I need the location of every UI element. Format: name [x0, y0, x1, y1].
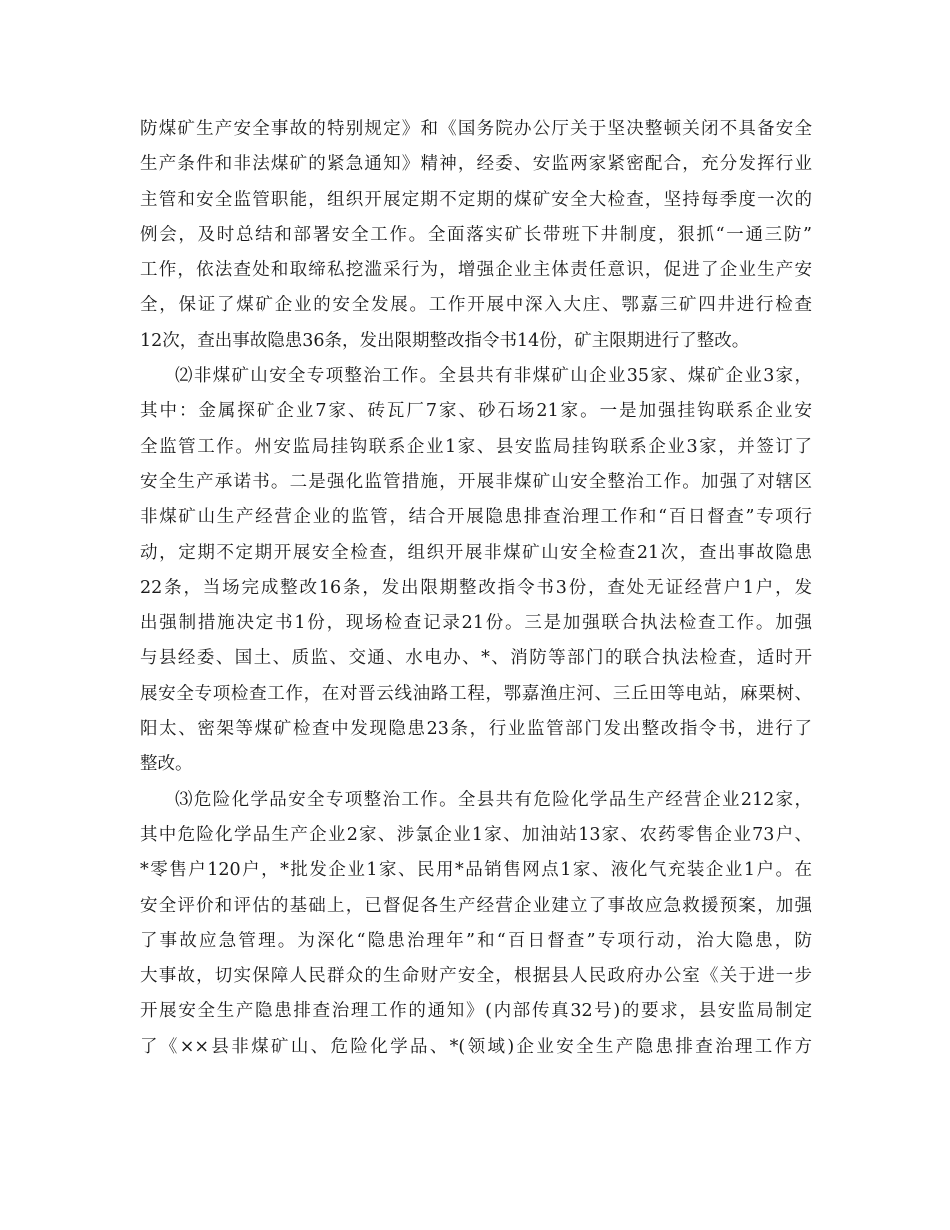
text-line: 防煤矿生产安全事故的特别规定》和《国务院办公厅关于坚决整顿关闭不具备安全: [140, 119, 812, 139]
text-line: 22条，当场完成整改16条，发出限期整改指令书3份，查处无证经营户1户，发: [140, 577, 812, 598]
text-line: 例会，及时总结和部署安全工作。全面落实矿长带班下井制度，狠抓“一通三防”: [140, 224, 812, 245]
text-line: 非煤矿山生产经营企业的监管，结合开展隐患排查治理工作和“百日督查”专项行: [140, 507, 812, 528]
text-line: 其中：金属探矿企业7家、砖瓦厂7家、砂石场21家。一是加强挂钩联系企业安: [140, 401, 812, 422]
text-line: 全，保证了煤矿企业的安全发展。工作开展中深入大庄、鄂嘉三矿四井进行检查: [140, 295, 812, 316]
text-line: 了事故应急管理。为深化“隐患治理年”和“百日督查”专项行动，治大隐患，防: [140, 930, 812, 951]
document-body: [140, 112, 812, 1065]
text-line: 工作，依法查处和取缔私挖滥采行为，增强企业主体责任意识，促进了企业生产安: [140, 260, 812, 281]
text-line: 了《××县非煤矿山、危险化学品、*(领域)企业安全生产隐患排查治理工作方: [140, 1036, 812, 1057]
text-line: 与县经委、国土、质监、交通、水电办、*、消防等部门的联合执法检查，适时开: [140, 648, 812, 669]
text-line: 动，定期不定期开展安全检查，组织开展非煤矿山安全检查21次，查出事故隐患: [140, 542, 812, 563]
text-line: *零售户120户，*批发企业1家、民用*品销售网点1家、液化气充装企业1户。在: [140, 860, 812, 881]
paragraph-non-coal-mine: [140, 359, 812, 783]
text-line: 出强制措施决定书1份，现场检查记录21份。三是加强联合执法检查工作。加强: [140, 613, 812, 634]
text-line: ⑶危险化学品安全专项整治工作。全县共有危险化学品生产经营企业212家，: [175, 789, 812, 810]
text-line: ⑵非煤矿山安全专项整治工作。全县共有非煤矿山企业35家、煤矿企业3家，: [175, 366, 812, 387]
text-line: 生产条件和非法煤矿的紧急通知》精神，经委、安监两家紧密配合，充分发挥行业: [140, 154, 812, 175]
text-line: 其中危险化学品生产企业2家、涉氯企业1家、加油站13家、农药零售企业73户、: [140, 824, 812, 845]
text-line: 整改。: [140, 754, 193, 775]
paragraph-coal-mine: [140, 112, 812, 359]
text-line: 大事故，切实保障人民群众的生命财产安全，根据县人民政府办公室《关于进一步: [140, 966, 812, 987]
text-line: 阳太、密架等煤矿检查中发现隐患23条，行业监管部门发出整改指令书，进行了: [140, 719, 812, 740]
text-line: 安全评价和评估的基础上，已督促各生产经营企业建立了事故应急救援预案，加强: [140, 895, 812, 916]
text-line: 12次，查出事故隐患36条，发出限期整改指令书14份，矿主限期进行了整改。: [140, 330, 750, 351]
paragraph-hazardous-chemicals: [140, 783, 812, 1065]
text-line: 全监管工作。州安监局挂钩联系企业1家、县安监局挂钩联系企业3家，并签订了: [140, 436, 812, 457]
text-line: 主管和安全监管职能，组织开展定期不定期的煤矿安全大检查，坚持每季度一次的: [140, 189, 812, 210]
text-line: 展安全专项检查工作，在对晋云线油路工程，鄂嘉渔庄河、三丘田等电站，麻栗树、: [140, 683, 812, 704]
text-line: 安全生产承诺书。二是强化监管措施，开展非煤矿山安全整治工作。加强了对辖区: [140, 471, 812, 492]
text-line: 开展安全生产隐患排查治理工作的通知》(内部传真32号)的要求，县安监局制定: [140, 1001, 812, 1022]
